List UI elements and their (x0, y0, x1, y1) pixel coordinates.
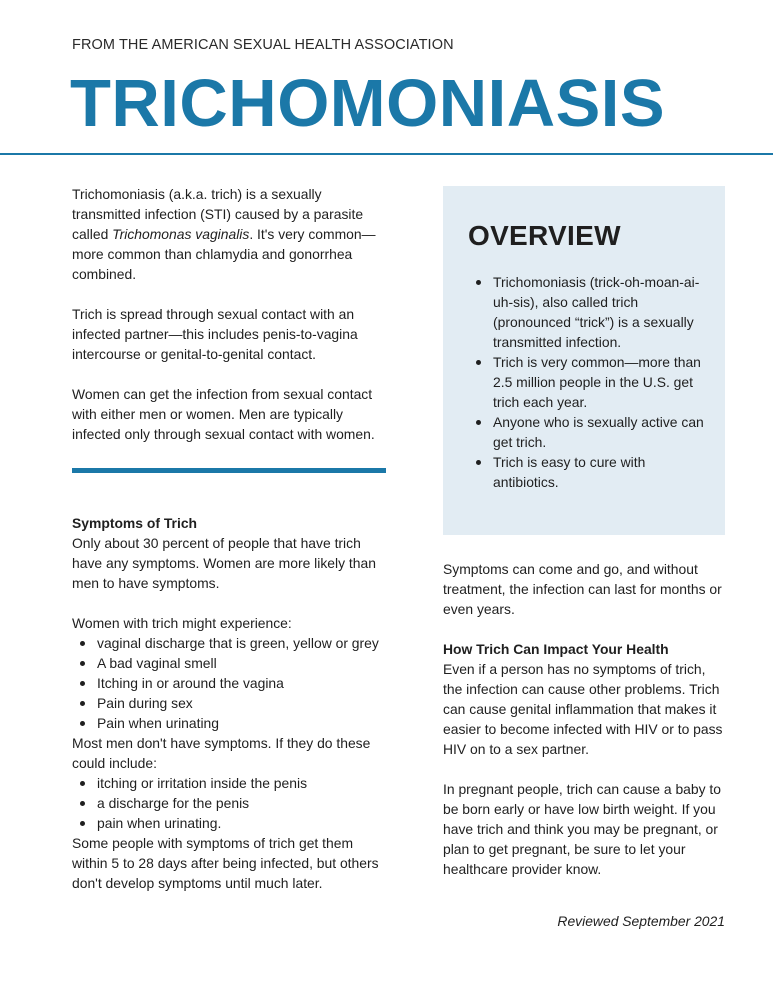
list-item: Itching in or around the vagina (72, 673, 392, 693)
list-item: Trich is very common—more than 2.5 million people in the U.S. get trich each year. (468, 352, 708, 412)
list-item: Anyone who is sexually active can get trich. (468, 412, 708, 452)
intro-paragraph-3: Women can get the infection from sexual contact with either men or women. Men are typically infected only through sexual contact with women. (72, 386, 375, 442)
impact-paragraph-2: In pregnant people, trich can cause a baby to be born early or have low birth weight. If you have trich and think you may be pregnant, or plan to get pregnant, be sure to let your healthcare provider know. (443, 781, 722, 877)
symptoms-heading: Symptoms of Trich (72, 515, 198, 531)
list-item: vaginal discharge that is green, yellow or grey (72, 633, 392, 653)
intro-text: Trichomoniasis (a.k.a. trich) is a sexually transmitted infection (STI) caused by a parasite called (72, 186, 364, 242)
men-symptoms-intro: Most men don't have symptoms. If they do these could include: (72, 735, 371, 771)
men-symptoms-list (72, 773, 392, 833)
symptoms-duration-paragraph: Symptoms can come and go, and without treatment, the infection can last for months or even years. (443, 561, 722, 617)
list-item: Pain when urinating (72, 713, 392, 733)
impact-paragraph-1: Even if a person has no symptoms of trich, the infection can cause other problems. Trich can cause genital inflammation that makes it easier to become infected with HIV or to pass HIV on to a sex partner. (443, 661, 723, 757)
header-divider (0, 153, 773, 155)
left-column (72, 184, 392, 893)
list-item: Trich is easy to cure with antibiotics. (468, 452, 708, 492)
parasite-name: Trichomonas vaginalis (112, 226, 250, 242)
reviewed-date: Reviewed September 2021 (557, 913, 725, 929)
list-item: A bad vaginal smell (72, 653, 392, 673)
intro-paragraph-1 (72, 184, 392, 284)
overview-heading: OVERVIEW (468, 220, 621, 251)
overview-box (443, 186, 725, 535)
source-label: FROM THE AMERICAN SEXUAL HEALTH ASSOCIATION (72, 37, 454, 53)
list-item: Trichomoniasis (trick-oh-moan-ai-uh-sis), also called trich (pronounced “trick”) is a sexually transmitted infection. (468, 272, 708, 352)
women-symptoms-intro: Women with trich might experience: (72, 615, 292, 631)
list-item: pain when urinating. (72, 813, 392, 833)
section-divider (72, 468, 386, 473)
symptoms-paragraph: Only about 30 percent of people that have trich have any symptoms. Women are more likely than men to have symptoms. (72, 535, 376, 591)
symptoms-timing-paragraph: Some people with symptoms of trich get them within 5 to 28 days after being infected, but others don't develop symptoms until much later. (72, 835, 379, 891)
intro-text-end: . It's very common—more common than chlamydia and gonorrhea combined. (72, 226, 376, 282)
list-item: Pain during sex (72, 693, 392, 713)
page-title: TRICHOMONIASIS (70, 66, 666, 141)
right-column (443, 559, 728, 879)
list-item: itching or irritation inside the penis (72, 773, 392, 793)
impact-heading: How Trich Can Impact Your Health (443, 641, 669, 657)
women-symptoms-list (72, 633, 392, 733)
list-item: a discharge for the penis (72, 793, 392, 813)
intro-paragraph-2: Trich is spread through sexual contact with an infected partner—this includes penis-to-vagina intercourse or genital-to-genital contact. (72, 306, 358, 362)
overview-list (468, 272, 708, 492)
